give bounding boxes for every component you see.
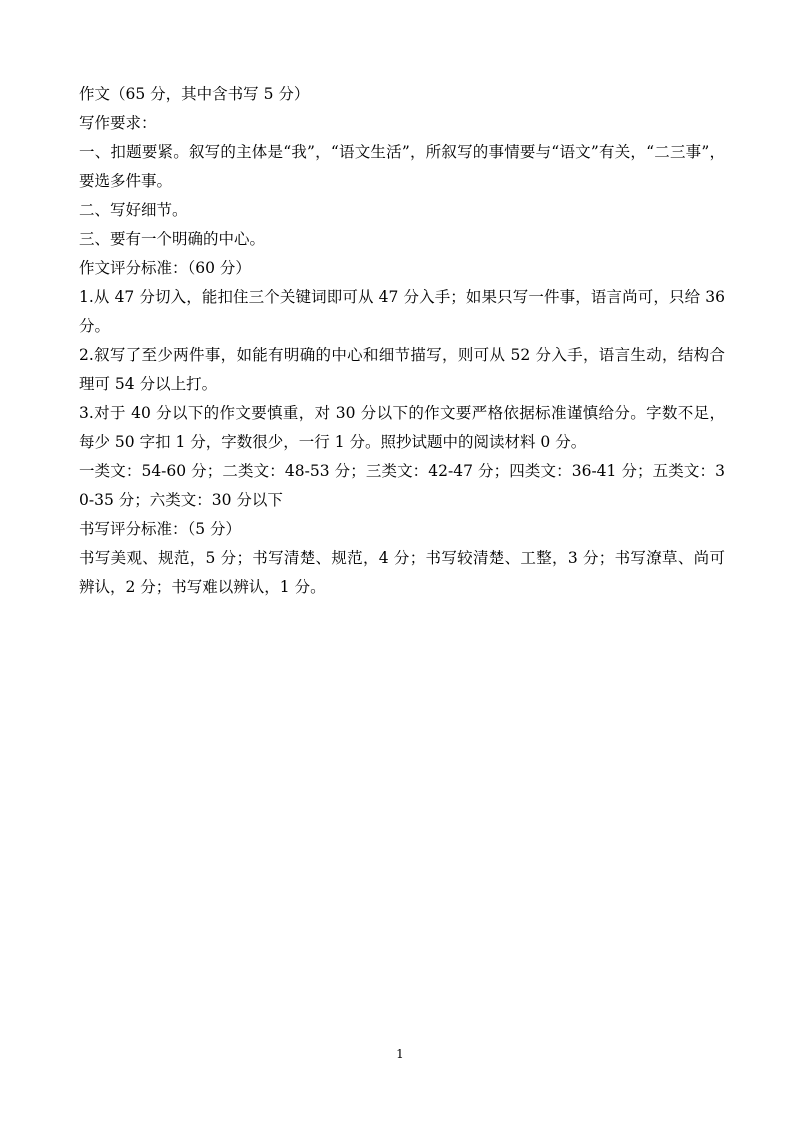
handwriting-standard-heading: 书写评分标准：（5 分）: [79, 520, 242, 538]
page-number: 1: [396, 1047, 404, 1061]
requirement-1: 一、扣题要紧。叙写的主体是“我”，“语文生活”，所叙写的事情要与“语文”有关，“二三事”，要选多件事。: [79, 143, 725, 190]
scoring-standard-heading: 作文评分标准：（60 分）: [79, 259, 251, 277]
scoring-rule-3: 3.对于 40 分以下的作文要慎重，对 30 分以下的作文要严格依据标准谨慎给分。字数不足，每少 50 字扣 1 分，字数很少，一行 1 分。照抄试题中的阅读材料 0 分。: [79, 404, 725, 451]
requirement-2: 二、写好细节。: [79, 201, 188, 219]
requirements-heading: 写作要求：: [79, 114, 157, 132]
handwriting-scoring: 书写美观、规范，5 分；书写清楚、规范，4 分；书写较清楚、工整，3 分；书写潦草、尚可 辨认，2 分；书写难以辨认，1 分。: [79, 549, 725, 596]
grade-categories: 一类文：54-60 分；二类文：48-53 分；三类文：42-47 分；四类文：36-41 分；五类文：30-35 分；六类文：30 分以下: [79, 462, 725, 509]
essay-title: 作文（65 分，其中含书写 5 分）: [79, 85, 310, 103]
document-body: [79, 80, 725, 602]
scoring-rule-2: 2.叙写了至少两件事，如能有明确的中心和细节描写，则可从 52 分入手，语言生动，结构合理可 54 分以上打。: [79, 346, 725, 393]
scoring-rule-1: 1.从 47 分切入，能扣住三个关键词即可从 47 分入手；如果只写一件事，语言尚可，只给 36 分。: [79, 288, 725, 335]
requirement-3: 三、要有一个明确的中心。: [79, 230, 266, 248]
